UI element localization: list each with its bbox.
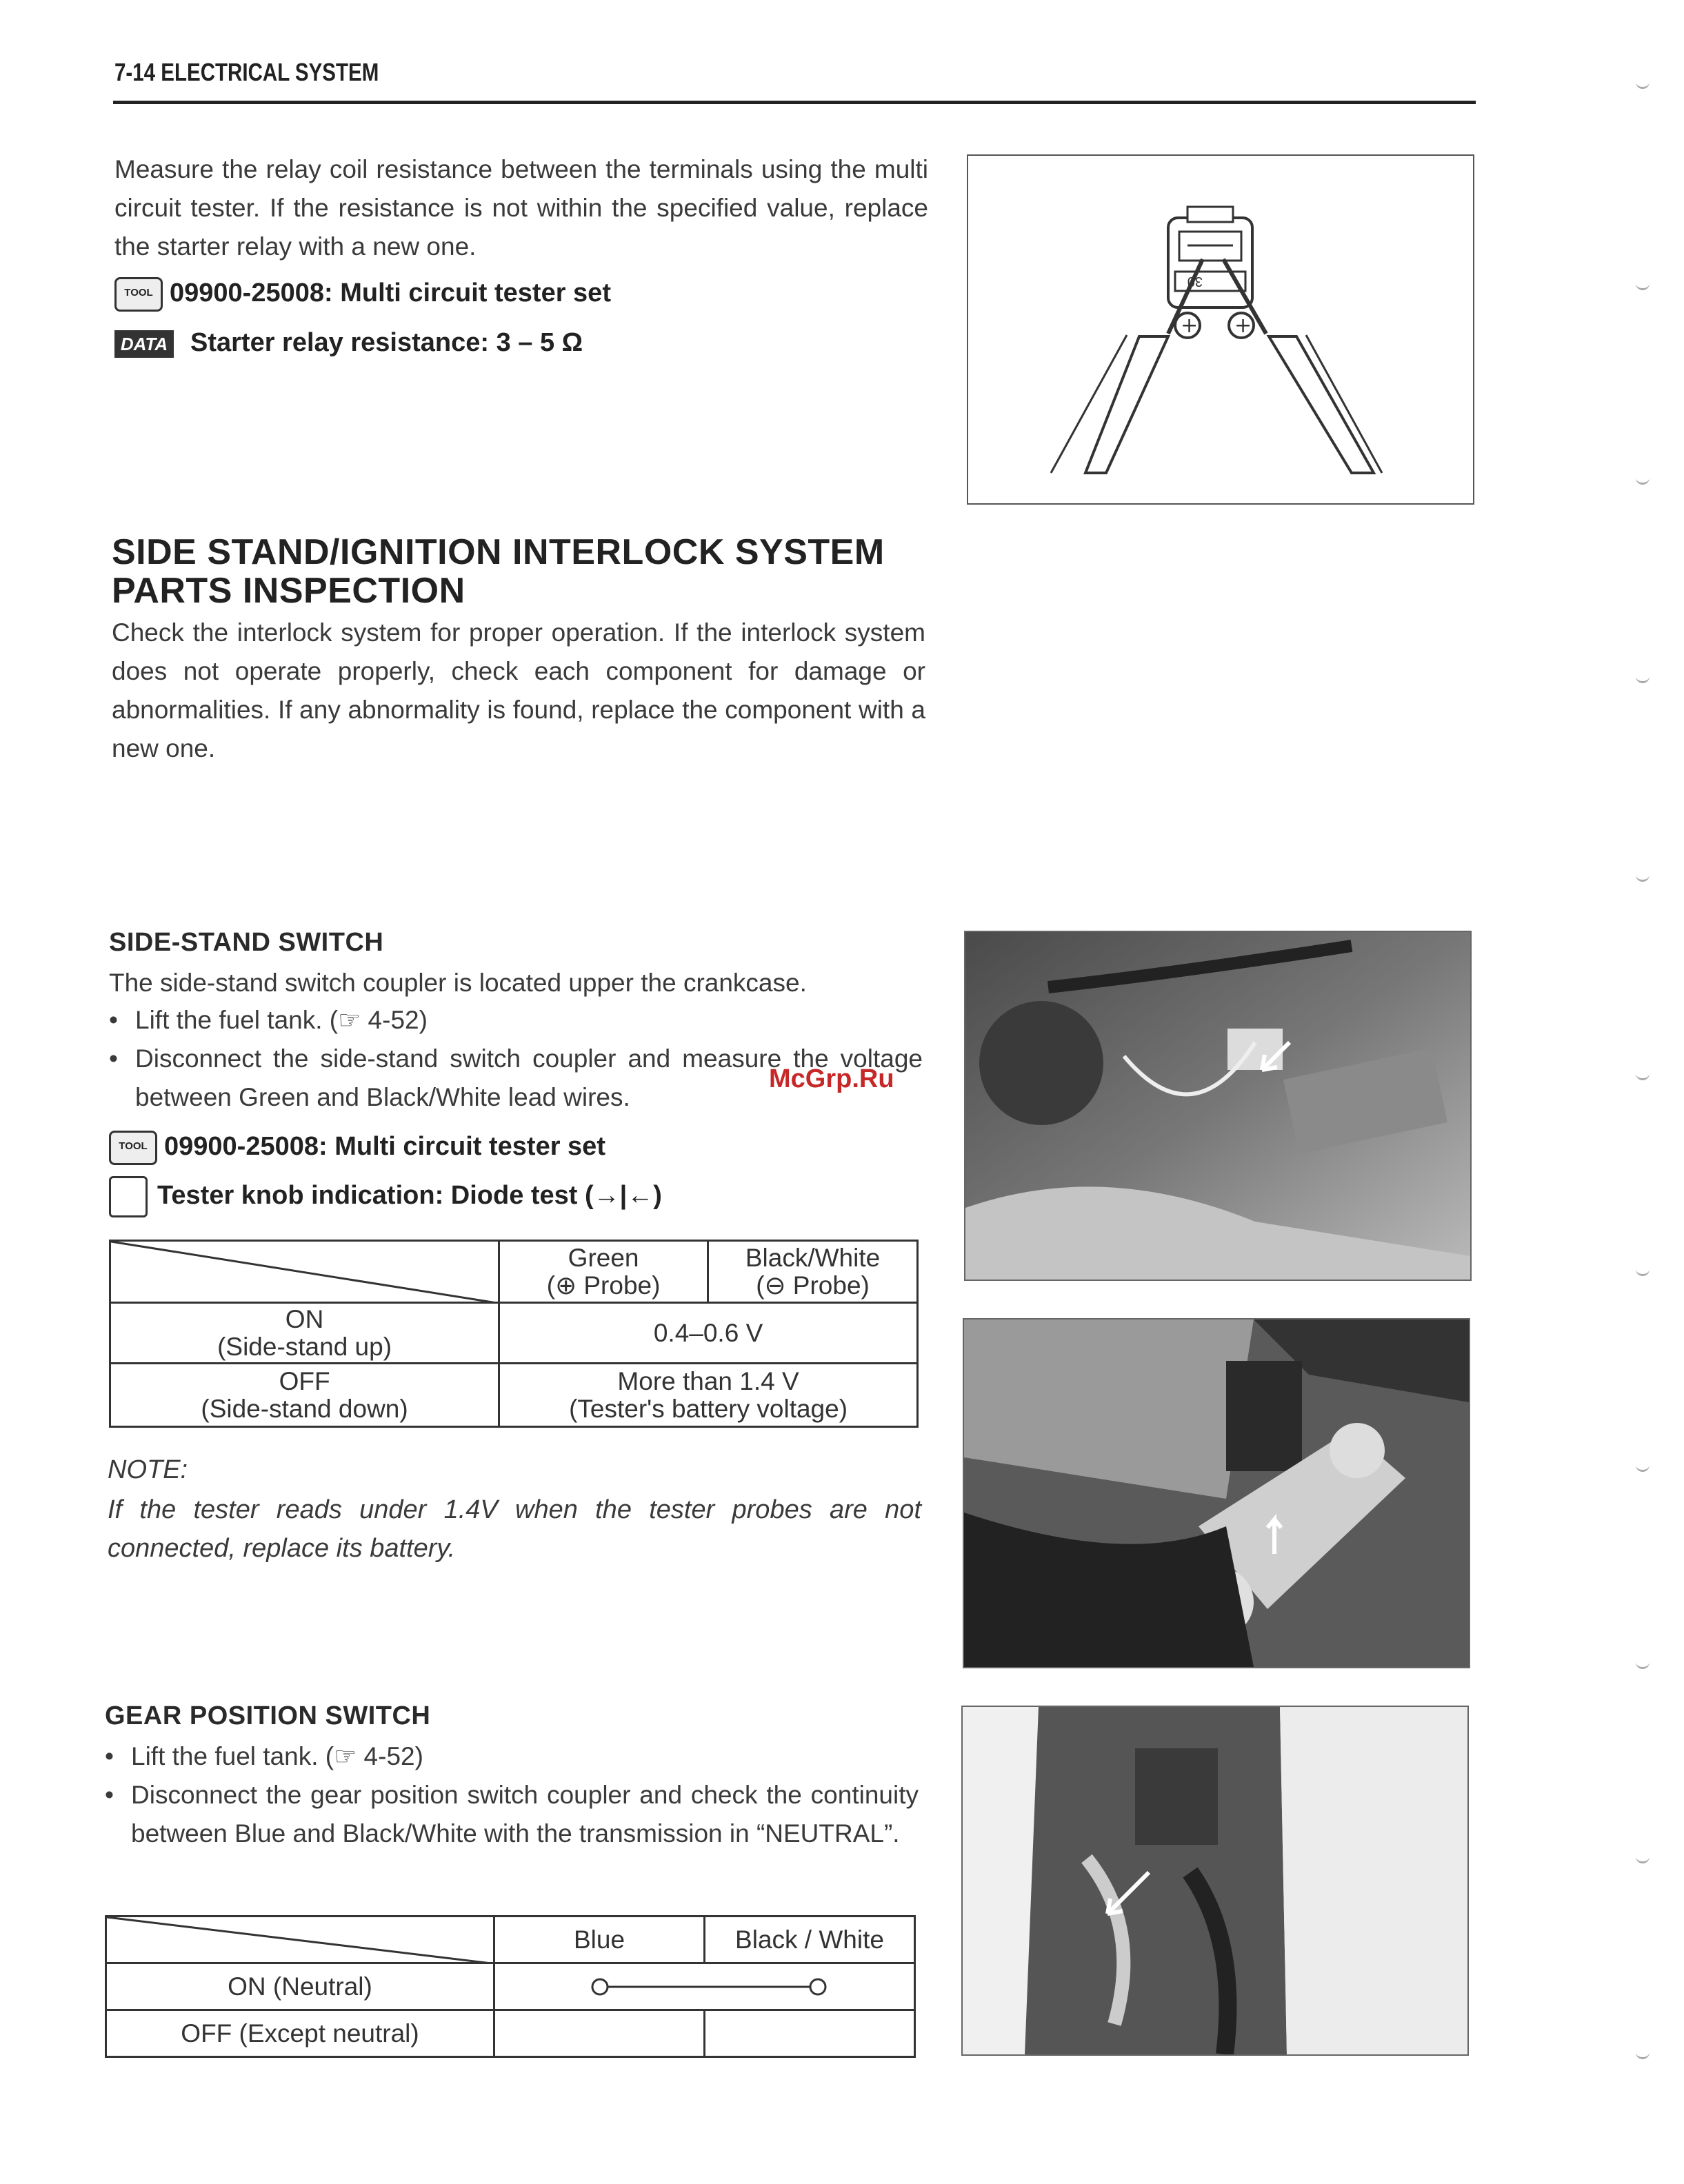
margin-mark <box>1636 674 1650 683</box>
gear-row-on-continuity <box>494 1963 915 2010</box>
photo-3-drawing <box>963 1707 1467 2054</box>
relay-tool-spec <box>114 277 611 312</box>
note-label: NOTE: <box>108 1455 188 1484</box>
margin-mark <box>1636 1854 1650 1863</box>
svg-text:+: + <box>1181 314 1199 338</box>
gear-header-black-white: Black / White <box>705 1917 915 1963</box>
header-rule <box>113 101 1476 104</box>
watermark: McGrp.Ru <box>769 1064 894 1093</box>
side-stand-knob-text: Tester knob indication: Diode test (→|←) <box>157 1181 662 1211</box>
table-row-off-label: OFF (Side-stand down) <box>110 1364 499 1427</box>
continuity-line <box>497 1973 913 2001</box>
relay-tool-text: 09900-25008: Multi circuit tester set <box>170 279 611 308</box>
relay-paragraph: Measure the relay coil resistance between the terminals using the multi circuit tester. If the resistance is not within the specified value, replace the starter relay with a new one. <box>114 155 928 261</box>
gear-corner-diagonal <box>107 1917 497 1964</box>
side-stand-bullet-1: • Lift the fuel tank. (☞ 4-52) <box>109 1006 428 1034</box>
gear-row-on-label: ON (Neutral) <box>106 1963 494 2010</box>
gear-position-table <box>105 1915 916 2058</box>
table-row-off-value: More than 1.4 V (Tester's battery voltage) <box>499 1364 918 1427</box>
side-stand-heading: SIDE-STAND SWITCH <box>109 928 384 957</box>
gear-header-blue: Blue <box>494 1917 705 1963</box>
gear-row-off-blue <box>494 2010 705 2057</box>
relay-data-spec <box>114 328 583 358</box>
gear-bullet-1: • Lift the fuel tank. (☞ 4-52) <box>105 1742 423 1770</box>
relay-label-30: 30 <box>1187 274 1203 289</box>
table-corner-cell <box>110 1241 499 1303</box>
margin-mark <box>1636 476 1650 485</box>
corner-diagonal <box>111 1242 501 1304</box>
margin-mark <box>1636 1660 1650 1669</box>
note-text: If the tester reads under 1.4V when the tester probes are not connected, replace its battery. <box>108 1495 921 1563</box>
side-stand-intro: The side-stand switch coupler is located upper the crankcase. <box>109 969 807 997</box>
margin-mark <box>1636 1463 1650 1472</box>
gear-row-off-black-white <box>705 2010 915 2057</box>
photo-2-drawing <box>964 1320 1469 1667</box>
photo-1-drawing <box>965 932 1470 1280</box>
gear-table-corner-cell <box>106 1917 494 1963</box>
table-header-black-white: Black/White (⊖ Probe) <box>708 1241 918 1303</box>
gear-position-coupler-photo <box>961 1706 1469 2056</box>
side-stand-switch-photo <box>963 1318 1470 1668</box>
tool-icon: TOOL <box>114 277 163 312</box>
margin-mark <box>1636 281 1650 290</box>
relay-data-text: Starter relay resistance: 3 – 5 Ω <box>190 328 583 357</box>
margin-mark <box>1636 80 1650 89</box>
margin-mark <box>1636 1267 1650 1276</box>
table-row-on-label: ON (Side-stand up) <box>110 1303 499 1364</box>
interlock-paragraph: Check the interlock system for proper operation. If the interlock system does not operate properly, check each component for damage or abnormalities. If any abnormality is found, replace the component with a new one. <box>112 618 925 762</box>
table-header-green: Green (⊕ Probe) <box>499 1241 708 1303</box>
tool-icon: TOOL <box>109 1131 157 1165</box>
interlock-title-line1: SIDE STAND/IGNITION INTERLOCK SYSTEM <box>112 532 885 572</box>
interlock-title-line2: PARTS INSPECTION <box>112 571 465 611</box>
gear-row-off-label: OFF (Except neutral) <box>106 2010 494 2057</box>
side-stand-knob-spec <box>109 1176 662 1217</box>
side-stand-tool-spec <box>109 1131 605 1165</box>
side-stand-table <box>109 1240 919 1428</box>
data-icon: DATA <box>114 330 174 358</box>
margin-mark <box>1636 2050 1650 2059</box>
gear-bullet-2: • Disconnect the gear position switch coupler and check the continuity between Blue and Black/White with the transmission in “NEUTRAL”. <box>105 1781 919 1848</box>
relay-drawing <box>968 156 1473 503</box>
svg-text:+: + <box>1234 314 1252 338</box>
margin-mark <box>1636 1071 1650 1080</box>
tester-knob-icon <box>109 1176 148 1217</box>
margin-mark <box>1636 873 1650 882</box>
table-row-on-value: 0.4–0.6 V <box>499 1303 918 1364</box>
side-stand-coupler-photo <box>964 931 1472 1281</box>
side-stand-tool-text: 09900-25008: Multi circuit tester set <box>164 1132 605 1162</box>
side-stand-bullet-2: • Disconnect the side-stand switch coupler and measure the voltage between Green and Black/White lead wires. <box>109 1044 923 1111</box>
relay-figure <box>967 154 1474 505</box>
page-header: 7-14 ELECTRICAL SYSTEM <box>114 58 379 86</box>
gear-position-heading: GEAR POSITION SWITCH <box>105 1701 431 1730</box>
